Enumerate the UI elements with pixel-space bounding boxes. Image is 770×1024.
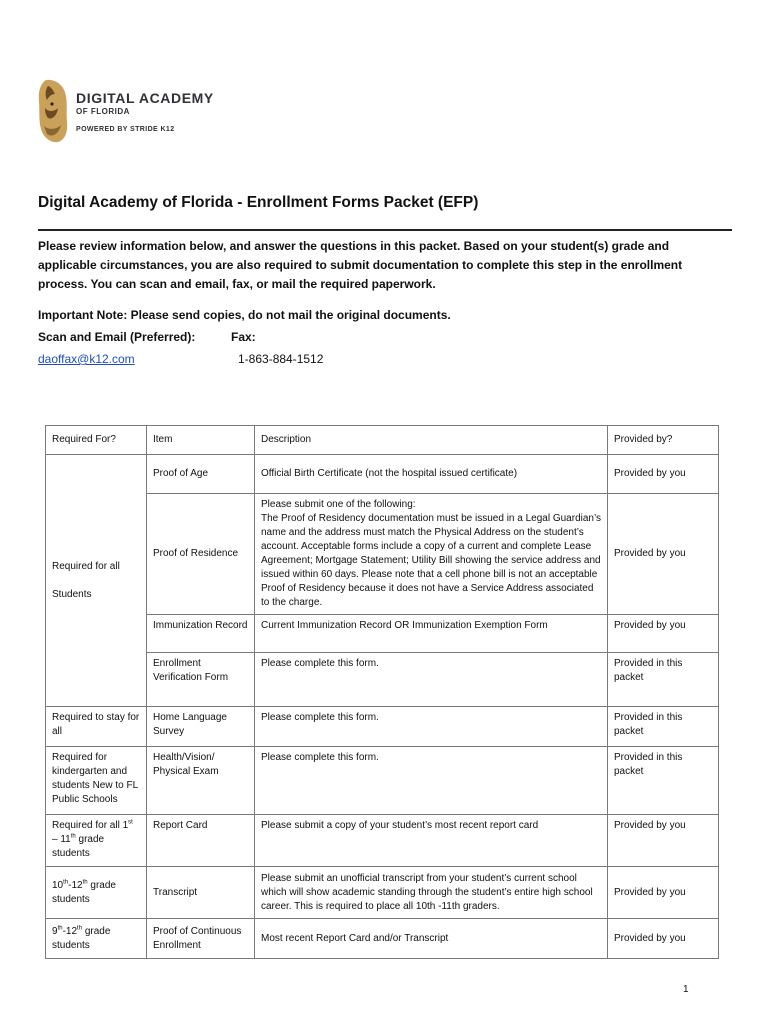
grade-text: – 11 <box>52 834 71 845</box>
required-for-cell <box>46 919 147 959</box>
description-cell: Most recent Report Card and/or Transcript <box>255 919 608 959</box>
description-cell: Please complete this form. <box>255 747 608 815</box>
fax-number: 1-863-884-1512 <box>238 352 324 366</box>
table-row <box>46 747 719 815</box>
grade-text: grade students <box>52 925 111 951</box>
required-for-cell <box>46 815 147 867</box>
provided-cell: Provided in this packet <box>608 707 719 747</box>
logo-title: DIGITAL ACADEMY <box>76 90 214 106</box>
grade-sup: th <box>57 925 63 932</box>
header-item: Item <box>147 426 255 455</box>
grade-sup: th <box>63 879 69 886</box>
table-row <box>46 919 719 959</box>
item-cell: Transcript <box>147 867 255 919</box>
item-cell: Proof of Continuous Enrollment <box>147 919 255 959</box>
item-cell: Immunization Record <box>147 615 255 653</box>
description-cell: Please submit an unofficial transcript from your student’s current school which will show academic standing through the student’s entire high school career. This is required to place all 10th -11th graders. <box>255 867 608 919</box>
description-cell: Please submit a copy of your student’s most recent report card <box>255 815 608 867</box>
provided-cell: Provided by you <box>608 815 719 867</box>
grade-text: 9 <box>52 925 58 937</box>
grade-sup: th <box>82 879 88 886</box>
grade-text: 10 <box>52 879 64 891</box>
table-row <box>46 455 719 494</box>
provided-cell: Provided in this packet <box>608 747 719 815</box>
table-row <box>46 815 719 867</box>
fax-label: Fax: <box>231 330 256 344</box>
provided-cell: Provided by you <box>608 867 719 919</box>
table-row <box>46 494 719 615</box>
required-for-cell: Required for kindergarten and students New to FL Public Schools <box>46 747 147 815</box>
item-cell: Report Card <box>147 815 255 867</box>
required-for-cell <box>46 455 147 707</box>
page-number: 1 <box>683 984 689 995</box>
provided-cell: Provided in this packet <box>608 653 719 707</box>
table-row <box>46 653 719 707</box>
header-provided-by: Provided by? <box>608 426 719 455</box>
table-row <box>46 867 719 919</box>
scan-email-label: Scan and Email (Preferred): <box>38 330 196 344</box>
important-note: Important Note: Please send copies, do not mail the original documents. <box>38 308 451 322</box>
item-cell: Proof of Age <box>147 455 255 494</box>
grade-text: -12 <box>68 879 83 891</box>
description-cell: Please submit one of the following: The Proof of Residency documentation must be issued in a Legal Guardian’s name and the address must match the Physical Address on the student’s account. Acceptable forms include a copy of a current and complete Lease Agreement; Mortgage Statement; Utility Bill showing the service address and issued within 60 days. Please note that a cell phone bill is not an acceptable Proof of Residency because it does not have a Service Address associated to the charge. <box>255 494 608 615</box>
title-divider <box>38 229 732 231</box>
item-cell: Proof of Residence <box>147 494 255 615</box>
grade-text: grade students <box>52 834 105 859</box>
school-logo <box>36 78 236 148</box>
page-title: Digital Academy of Florida - Enrollment Forms Packet (EFP) <box>38 194 479 211</box>
intro-text: Please review information below, and answer the questions in this packet. Based on your student(s) grade and applicable circumstances, you are also required to submit documentation to complete this step in the enrollment process. You can scan and email, fax, or mail the required paperwork. <box>38 239 683 291</box>
table-row <box>46 707 719 747</box>
grade-text: Required for all 1 <box>52 820 129 831</box>
table-row <box>46 615 719 653</box>
item-cell: Health/Vision/ Physical Exam <box>147 747 255 815</box>
description-cell: Please complete this form. <box>255 653 608 707</box>
provided-cell: Provided by you <box>608 494 719 615</box>
description-cell: Current Immunization Record OR Immunization Exemption Form <box>255 615 608 653</box>
provided-cell: Provided by you <box>608 919 719 959</box>
enrollment-forms-table <box>45 425 719 959</box>
description-cell: Official Birth Certificate (not the hospital issued certificate) <box>255 455 608 494</box>
intro-paragraph <box>38 237 728 294</box>
header-required-for: Required For? <box>46 426 147 455</box>
logo-subtitle: OF FLORIDA <box>76 107 130 116</box>
provided-cell: Provided by you <box>608 455 719 494</box>
grade-sup: st <box>128 819 133 826</box>
grade-sup: th <box>77 925 83 932</box>
grade-sup: th <box>70 833 76 840</box>
item-cell: Enrollment Verification Form <box>147 653 255 707</box>
table-header-row <box>46 426 719 455</box>
required-for-all-students: Required for all Students <box>52 560 120 600</box>
email-link[interactable]: daoffax@k12.com <box>38 352 135 366</box>
item-cell: Home Language Survey <box>147 707 255 747</box>
required-for-cell: Required to stay for all <box>46 707 147 747</box>
grade-text: -12 <box>62 925 78 937</box>
panther-logo-icon <box>36 78 70 144</box>
header-description: Description <box>255 426 608 455</box>
logo-tagline: POWERED BY STRIDE K12 <box>76 126 175 133</box>
grade-text: grade students <box>52 879 116 905</box>
required-for-cell <box>46 867 147 919</box>
description-cell: Please complete this form. <box>255 707 608 747</box>
provided-cell: Provided by you <box>608 615 719 653</box>
